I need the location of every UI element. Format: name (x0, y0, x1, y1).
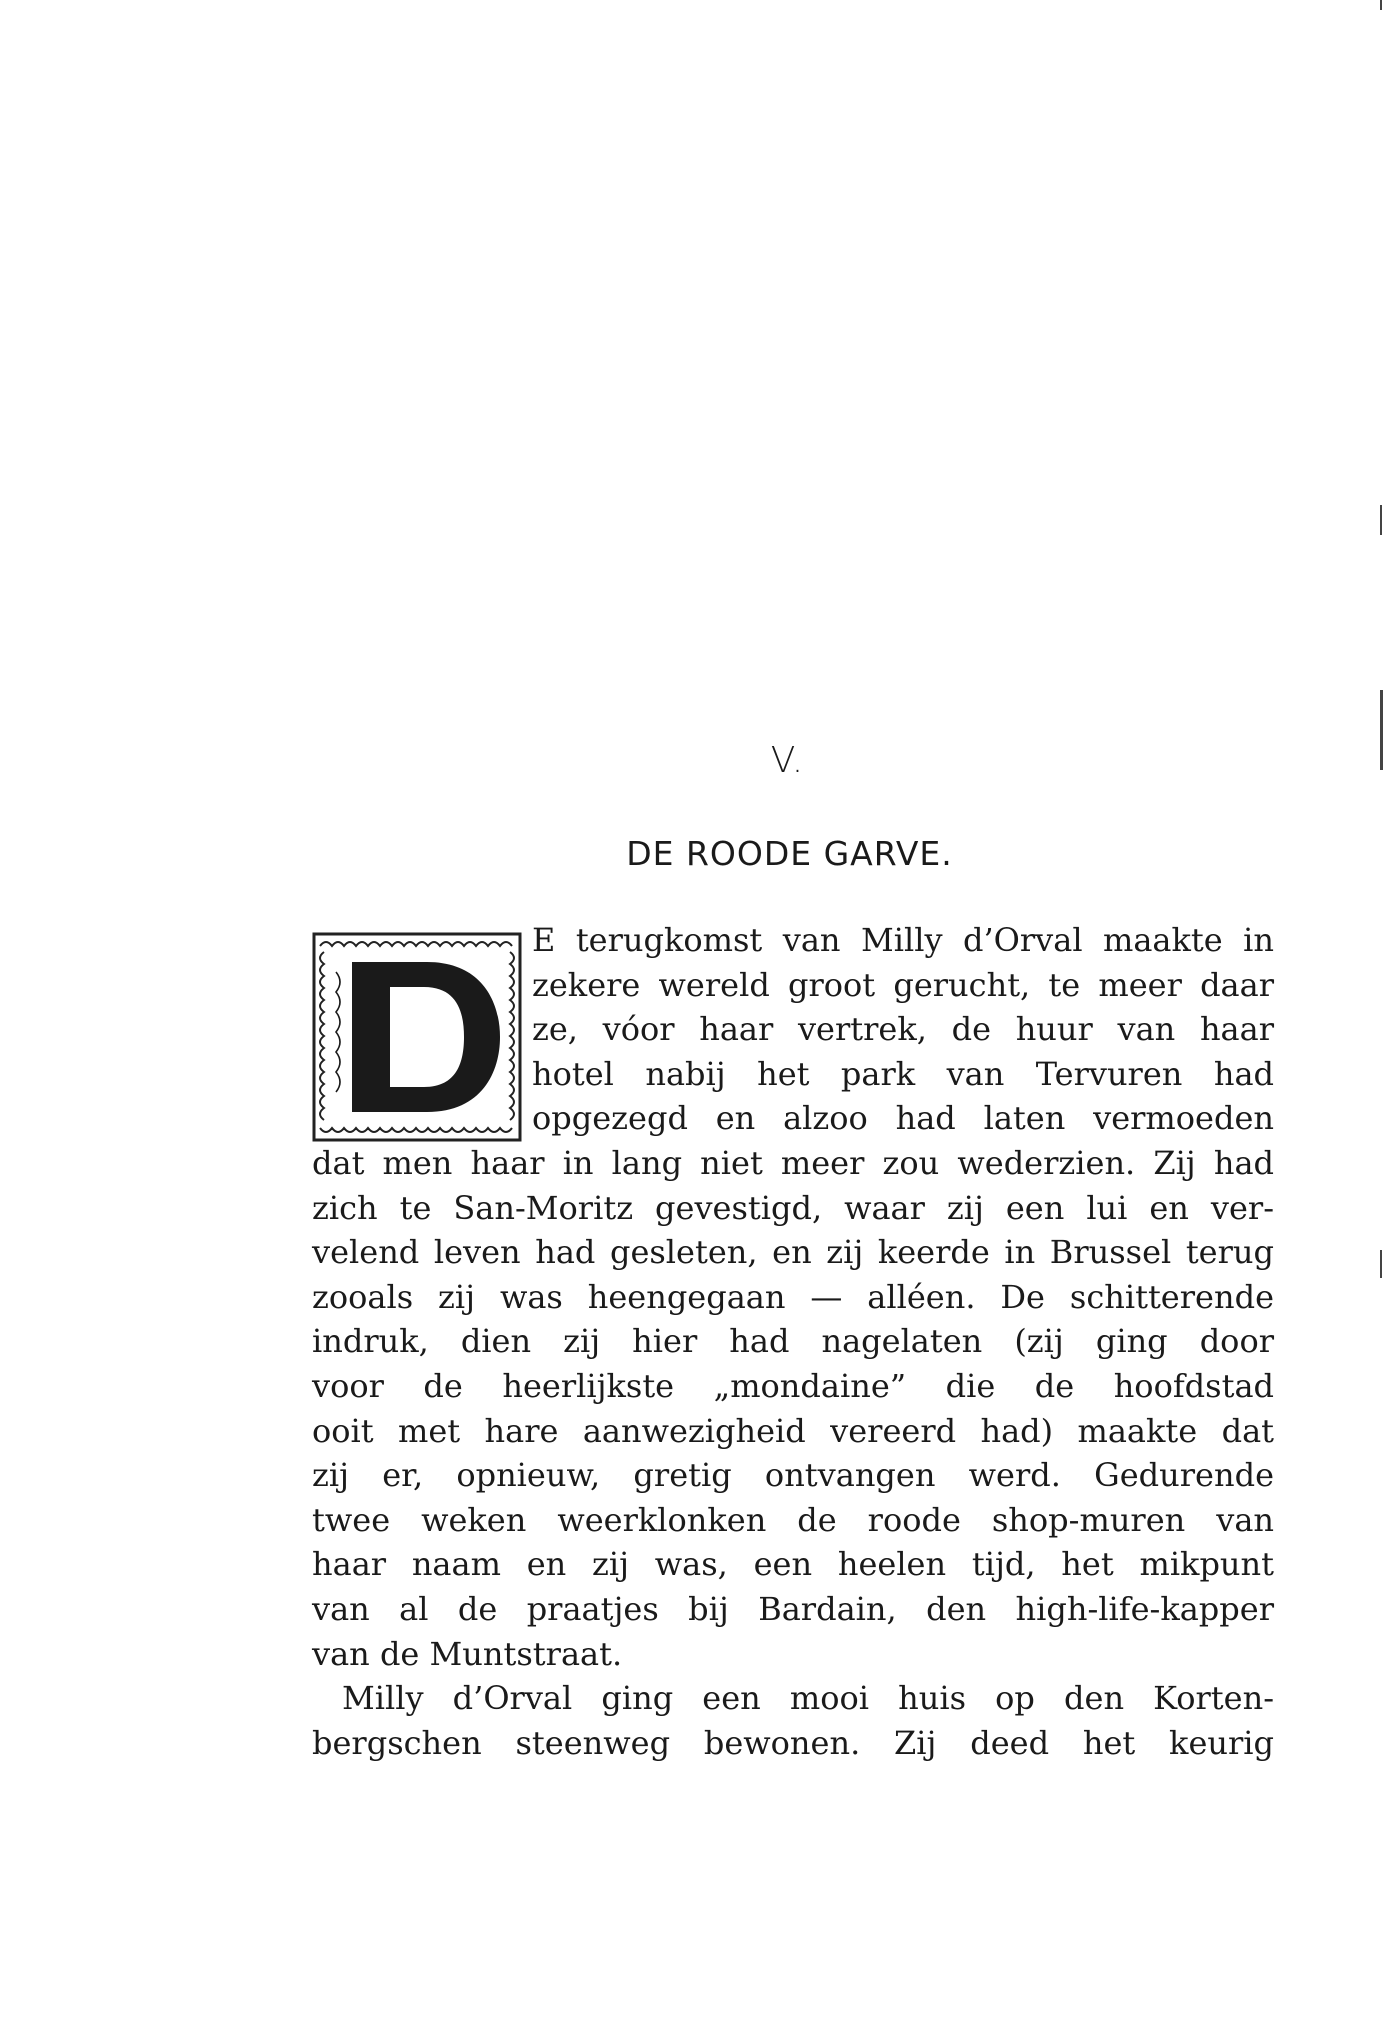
paragraph-line: zekere wereld groot gerucht, te meer daar (532, 965, 1274, 1004)
paragraph-line: van de Muntstraat. (312, 1634, 623, 1673)
paragraph-line: ze, vóor haar vertrek, de huur van haar (532, 1010, 1274, 1049)
paragraph-line: van al de praatjes bij Bardain, den high-life-kapper (312, 1589, 1274, 1628)
scan-edge-mark (1380, 1250, 1382, 1278)
paragraph-line: zich te San-Moritz gevestigd, waar zij een lui en ver- (312, 1188, 1274, 1227)
paragraph-line: opgezegd en alzoo had laten vermoeden (532, 1099, 1274, 1138)
chapter-number: V. (770, 740, 805, 781)
chapter-title: DE ROODE GARVE. (626, 834, 953, 873)
paragraph-line: ooit met hare aanwezigheid vereerd had) maakte dat (312, 1411, 1274, 1450)
paragraph-line: indruk, dien zij hier had nagelaten (zij ging door (312, 1322, 1274, 1361)
scan-edge-mark (1380, 0, 1382, 10)
paragraph-line: dat men haar in lang niet meer zou wederzien. Zij had (312, 1143, 1274, 1182)
paragraph-line: E terugkomst van Milly d’Orval maakte in (532, 921, 1274, 959)
scan-edge-mark (1380, 505, 1382, 535)
scan-edge-mark (1380, 690, 1383, 770)
paragraph-line: zij er, opnieuw, gretig ontvangen werd. Gedurende (312, 1456, 1274, 1495)
paragraph-line: hotel nabij het park van Tervuren had (532, 1054, 1274, 1093)
paragraph-line: zooals zij was heengegaan — alléen. De schitterende (312, 1277, 1274, 1316)
paragraph-line: bergschen steenweg bewonen. Zij deed het keurig (312, 1723, 1274, 1762)
paragraph-line: twee weken weerklonken de roode shop-muren van (312, 1500, 1274, 1539)
paragraph-line: velend leven had gesleten, en zij keerde in Brussel terug (312, 1233, 1274, 1272)
paragraph-line: voor de heerlijkste „mondaine” die de hoofdstad (312, 1366, 1274, 1405)
paragraph-line: haar naam en zij was, een heelen tijd, het mikpunt (312, 1545, 1274, 1584)
body-text (312, 918, 1274, 1765)
paragraph-line: Milly d’Orval ging een mooi huis op den Korten- (342, 1679, 1274, 1718)
